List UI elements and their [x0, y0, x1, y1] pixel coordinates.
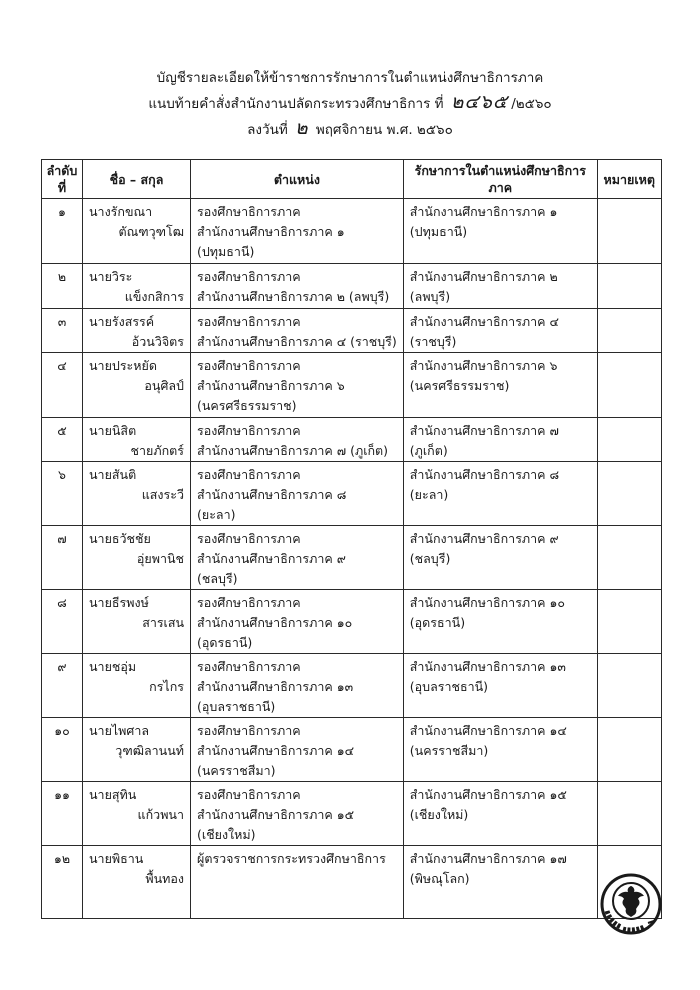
- position-line: สำนักงานศึกษาธิการภาค ๑: [197, 224, 345, 239]
- position-line: รองศึกษาธิการภาค: [197, 659, 301, 674]
- table-row: [42, 462, 662, 526]
- first-name: นายประหยัด: [89, 358, 157, 373]
- first-name: นายธีรพงษ์: [89, 595, 149, 610]
- position-line: รองศึกษาธิการภาค: [197, 358, 301, 373]
- row-name: [83, 590, 191, 654]
- order-date-rest: พฤศจิกายน พ.ศ. ๒๕๖๐: [315, 122, 453, 138]
- last-name: อ้วนวิจิตร: [131, 334, 184, 349]
- first-name: นายสันติ: [89, 467, 137, 482]
- order-number: ๒๔๖๕: [450, 91, 509, 113]
- row-number-text: ๑: [58, 204, 66, 219]
- first-name: นายชอุ่ม: [89, 659, 137, 674]
- row-number-text: ๔: [57, 358, 67, 373]
- position-line: (เชียงใหม่): [197, 827, 256, 842]
- position-line: สำนักงานศึกษาธิการภาค ๒ (ลพบุรี): [197, 289, 390, 304]
- row-position: [191, 199, 404, 264]
- row-number: [42, 846, 83, 919]
- position-line: สำนักงานศึกษาธิการภาค ๑๕: [197, 807, 355, 822]
- position-line: สำนักงานศึกษาธิการภาค ๔ (ราชบุรี): [197, 334, 397, 349]
- row-position: [191, 590, 404, 654]
- last-name: ตัณฑวุฑโฒ: [118, 224, 184, 239]
- acting-line: (นครราชสีมา): [409, 743, 489, 758]
- acting-line: (ปทุมธานี): [409, 224, 468, 239]
- row-number-text: ๓: [57, 314, 67, 329]
- position-line: รองศึกษาธิการภาค: [197, 269, 301, 284]
- row-acting-position: [403, 782, 597, 846]
- position-line: รองศึกษาธิการภาค: [197, 423, 301, 438]
- acting-line: (ภูเก็ต): [409, 443, 448, 458]
- first-name: นายสุทิน: [89, 787, 137, 802]
- position-line: (ปทุมธานี): [197, 244, 255, 259]
- position-line: รองศึกษาธิการภาค: [197, 531, 301, 546]
- order-year: /๒๕๖๐: [511, 96, 552, 112]
- row-remark: [597, 199, 661, 264]
- header-number: [42, 160, 83, 199]
- header-name: ชื่อ – สกุล: [83, 160, 191, 199]
- header-number-line2: ที่: [57, 180, 67, 195]
- position-line: รองศึกษาธิการภาค: [197, 595, 301, 610]
- row-name: [83, 462, 191, 526]
- acting-line: (นครศรีธรรมราช): [409, 378, 510, 393]
- row-acting-position: [403, 718, 597, 782]
- position-line: สำนักงานศึกษาธิการภาค ๑๐: [197, 615, 353, 630]
- row-position: [191, 846, 404, 919]
- row-number-text: ๑๒: [53, 851, 71, 866]
- row-number-text: ๗: [57, 531, 67, 546]
- acting-line: สำนักงานศึกษาธิการภาค ๔: [409, 314, 559, 329]
- position-line: สำนักงานศึกษาธิการภาค ๑๔: [197, 743, 355, 758]
- row-number: [42, 718, 83, 782]
- last-name: อนุศิลป์: [144, 378, 184, 393]
- first-name: นายวิระ: [89, 269, 133, 284]
- order-date: [0, 116, 700, 142]
- last-name: วุฑฒิลานนท์: [115, 743, 184, 758]
- row-position: [191, 309, 404, 353]
- first-name: นายธวัชชัย: [89, 531, 151, 546]
- position-line: (นครศรีธรรมราช): [197, 398, 297, 413]
- order-reference: [0, 90, 700, 116]
- row-name: [83, 418, 191, 462]
- acting-line: (พิษณุโลก): [409, 871, 470, 886]
- table-row: [42, 353, 662, 418]
- document-header: [0, 66, 700, 142]
- row-name: [83, 199, 191, 264]
- table-row: [42, 264, 662, 309]
- position-line: (อุบลราชธานี): [197, 699, 276, 714]
- order-date-day: ๒: [295, 117, 309, 139]
- row-remark: [597, 353, 661, 418]
- row-name: [83, 782, 191, 846]
- acting-line: สำนักงานศึกษาธิการภาค ๑๐: [409, 595, 566, 610]
- order-date-prefix: ลงวันที่: [247, 122, 288, 138]
- table-row: [42, 309, 662, 353]
- row-position: [191, 462, 404, 526]
- last-name: อุ่ยพานิช: [136, 551, 184, 566]
- last-name: พื้นทอง: [145, 871, 184, 886]
- position-line: สำนักงานศึกษาธิการภาค ๗ (ภูเก็ต): [197, 443, 389, 458]
- acting-line: (ยะลา): [409, 487, 449, 502]
- row-remark: [597, 309, 661, 353]
- last-name: แสงระวี: [141, 487, 184, 502]
- table-row: [42, 199, 662, 264]
- row-number: [42, 590, 83, 654]
- position-line: สำนักงานศึกษาธิการภาค ๘: [197, 487, 347, 502]
- position-line: (อุดรธานี): [197, 635, 253, 650]
- row-name: [83, 846, 191, 919]
- position-line: รองศึกษาธิการภาค: [197, 467, 301, 482]
- acting-line: สำนักงานศึกษาธิการภาค ๗: [409, 423, 559, 438]
- row-name: [83, 353, 191, 418]
- row-acting-position: [403, 846, 597, 919]
- row-remark: [597, 654, 661, 718]
- row-number-text: ๖: [58, 467, 66, 482]
- acting-line: สำนักงานศึกษาธิการภาค ๖: [409, 358, 558, 373]
- row-name: [83, 309, 191, 353]
- row-remark: [597, 718, 661, 782]
- acting-appointments-table: [41, 159, 662, 919]
- row-remark: [597, 264, 661, 309]
- acting-line: (ราชบุรี): [409, 334, 457, 349]
- acting-line: (อุดรธานี): [409, 615, 466, 630]
- first-name: นายไพศาล: [89, 723, 150, 738]
- order-reference-prefix: แนบท้ายคำสั่งสำนักงานปลัดกระทรวงศึกษาธิการ ที่: [148, 96, 444, 112]
- row-position: [191, 418, 404, 462]
- acting-line: สำนักงานศึกษาธิการภาค ๑๓: [409, 659, 566, 674]
- table-row: [42, 418, 662, 462]
- acting-line: (อุบลราชธานี): [409, 679, 489, 694]
- row-number-text: ๙: [57, 659, 67, 674]
- row-acting-position: [403, 654, 597, 718]
- last-name: แก้วพนา: [137, 807, 184, 822]
- acting-line: (ชลบุรี): [409, 551, 451, 566]
- row-remark: [597, 418, 661, 462]
- row-acting-position: [403, 418, 597, 462]
- row-number-text: ๒: [57, 269, 67, 284]
- position-line: (ชลบุรี): [197, 571, 238, 586]
- row-number-text: ๑๑: [54, 787, 70, 802]
- row-acting-position: [403, 462, 597, 526]
- acting-line: (ลพบุรี): [409, 289, 451, 304]
- position-line: สำนักงานศึกษาธิการภาค ๖: [197, 378, 345, 393]
- row-acting-position: [403, 526, 597, 590]
- acting-line: สำนักงานศึกษาธิการภาค ๑: [409, 204, 558, 219]
- acting-line: สำนักงานศึกษาธิการภาค ๘: [409, 467, 560, 482]
- row-position: [191, 718, 404, 782]
- table-row: [42, 654, 662, 718]
- row-position: [191, 526, 404, 590]
- acting-line: สำนักงานศึกษาธิการภาค ๒: [409, 269, 558, 284]
- row-name: [83, 264, 191, 309]
- acting-line: สำนักงานศึกษาธิการภาค ๑๔: [409, 723, 567, 738]
- row-number-text: ๑๐: [54, 723, 70, 738]
- row-number: [42, 353, 83, 418]
- row-number: [42, 199, 83, 264]
- row-remark: [597, 782, 661, 846]
- row-remark: [597, 462, 661, 526]
- position-line: (นครราชสีมา): [197, 763, 276, 778]
- row-number: [42, 264, 83, 309]
- last-name: แข็งกสิการ: [124, 289, 184, 304]
- row-name: [83, 654, 191, 718]
- acting-line: (เชียงใหม่): [409, 807, 469, 822]
- header-acting-position: รักษาการในตำแหน่งศึกษาธิการภาค: [403, 160, 597, 199]
- table-body: [42, 199, 662, 919]
- row-remark: [597, 526, 661, 590]
- position-line: รองศึกษาธิการภาค: [197, 314, 301, 329]
- row-position: [191, 782, 404, 846]
- acting-line: สำนักงานศึกษาธิการภาค ๙: [409, 531, 559, 546]
- row-number: [42, 418, 83, 462]
- row-acting-position: [403, 264, 597, 309]
- row-name: [83, 526, 191, 590]
- position-line: ผู้ตรวจราชการกระทรวงศึกษาธิการ: [197, 851, 386, 866]
- row-number: [42, 782, 83, 846]
- position-line: สำนักงานศึกษาธิการภาค ๙: [197, 551, 346, 566]
- table-row: [42, 590, 662, 654]
- table-row: [42, 526, 662, 590]
- row-remark: [597, 590, 661, 654]
- header-position: ตำแหน่ง: [191, 160, 404, 199]
- row-number: [42, 654, 83, 718]
- table-row: [42, 782, 662, 846]
- row-acting-position: [403, 199, 597, 264]
- row-acting-position: [403, 590, 597, 654]
- table-row: [42, 718, 662, 782]
- last-name: สารเสน: [142, 615, 184, 630]
- table-row: [42, 846, 662, 919]
- row-number: [42, 309, 83, 353]
- position-line: รองศึกษาธิการภาค: [197, 204, 301, 219]
- row-number: [42, 462, 83, 526]
- position-line: รองศึกษาธิการภาค: [197, 723, 301, 738]
- first-name: นายนิสิต: [89, 423, 137, 438]
- acting-line: สำนักงานศึกษาธิการภาค ๑๕: [409, 787, 567, 802]
- row-position: [191, 353, 404, 418]
- header-remark: หมายเหตุ: [597, 160, 661, 199]
- header-number-line1: ลำดับ: [46, 163, 78, 178]
- first-name: นายรังสรรค์: [89, 314, 155, 329]
- position-line: (ยะลา): [197, 507, 236, 522]
- first-name: นายพิธาน: [89, 851, 144, 866]
- document-title: บัญชีรายละเอียดให้ข้าราชการรักษาการในตำแหน่งศึกษาธิการภาค: [156, 70, 544, 86]
- table-header-row: [42, 160, 662, 199]
- row-position: [191, 654, 404, 718]
- row-number-text: ๕: [57, 423, 67, 438]
- acting-line: สำนักงานศึกษาธิการภาค ๑๗: [409, 851, 567, 866]
- last-name: ชายภักตร์: [130, 443, 184, 458]
- row-number: [42, 526, 83, 590]
- garuda-seal-icon: [598, 873, 662, 937]
- row-number-text: ๘: [57, 595, 67, 610]
- row-acting-position: [403, 309, 597, 353]
- last-name: กรไกร: [149, 679, 184, 694]
- first-name: นางรักขณา: [89, 204, 153, 219]
- position-line: สำนักงานศึกษาธิการภาค ๑๓: [197, 679, 354, 694]
- row-position: [191, 264, 404, 309]
- row-acting-position: [403, 353, 597, 418]
- position-line: รองศึกษาธิการภาค: [197, 787, 301, 802]
- row-name: [83, 718, 191, 782]
